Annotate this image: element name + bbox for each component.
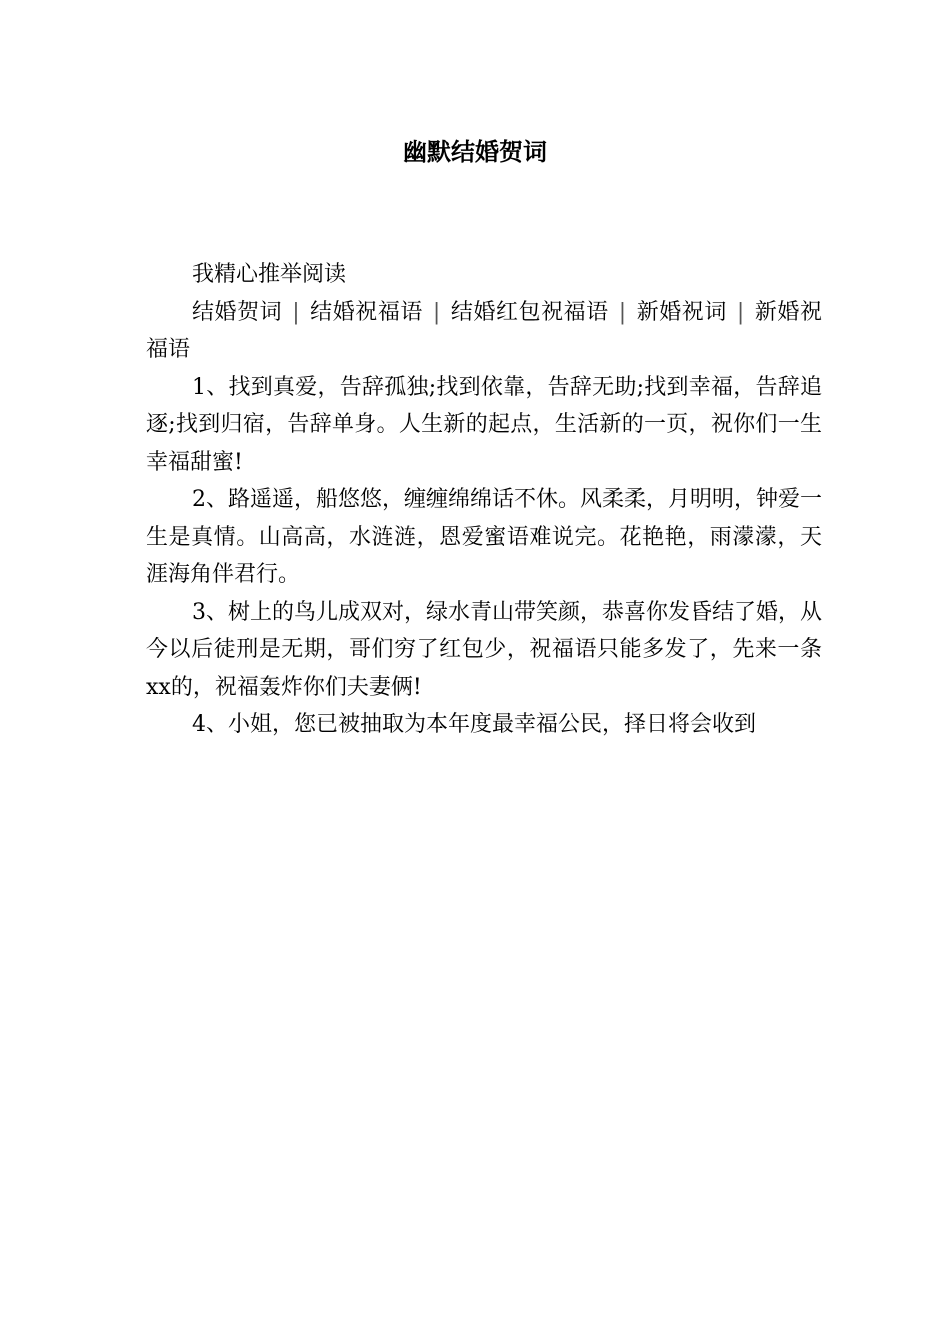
intro-text: 我精心推举阅读	[192, 262, 347, 287]
link-separator: |	[618, 299, 627, 325]
link-separator: |	[432, 299, 441, 325]
link-wedding-congrats[interactable]: 结婚贺词	[192, 299, 283, 325]
paragraph-3: 3、树上的鸟儿成双对，绿水青山带笑颜，恭喜你发昏结了婚，从今以后徒刑是无期，哥们穷了红包少，祝福语只能多发了，先来一条xx的，祝福轰炸你们夫妻俩!	[146, 599, 822, 700]
link-newlywed-blessings[interactable]: 新婚祝福语	[146, 299, 822, 362]
link-red-envelope-blessings[interactable]: 结婚红包祝福语	[450, 299, 609, 325]
link-separator: |	[292, 299, 300, 325]
paragraph-2: 2、路遥遥，船悠悠，缠缠绵绵话不休。风柔柔，月明明，钟爱一生是真情。山高高，水涟涟，恩爱蜜语难说完。花艳艳，雨濛濛，天涯海角伴君行。	[146, 487, 822, 587]
link-wedding-blessings[interactable]: 结婚祝福语	[309, 299, 423, 325]
link-separator: |	[736, 299, 745, 325]
document-title: 幽默结婚贺词	[403, 138, 547, 166]
related-links	[146, 294, 822, 369]
document-body	[146, 256, 822, 744]
link-newlywed-speech[interactable]: 新婚祝词	[636, 299, 727, 325]
paragraph-4: 4、小姐，您已被抽取为本年度最幸福公民，择日将会收到	[192, 712, 756, 737]
paragraph-1: 1、找到真爱，告辞孤独;找到依靠，告辞无助;找到幸福，告辞追逐;找到归宿，告辞单身。人生新的起点，生活新的一页，祝你们一生幸福甜蜜!	[146, 374, 822, 475]
